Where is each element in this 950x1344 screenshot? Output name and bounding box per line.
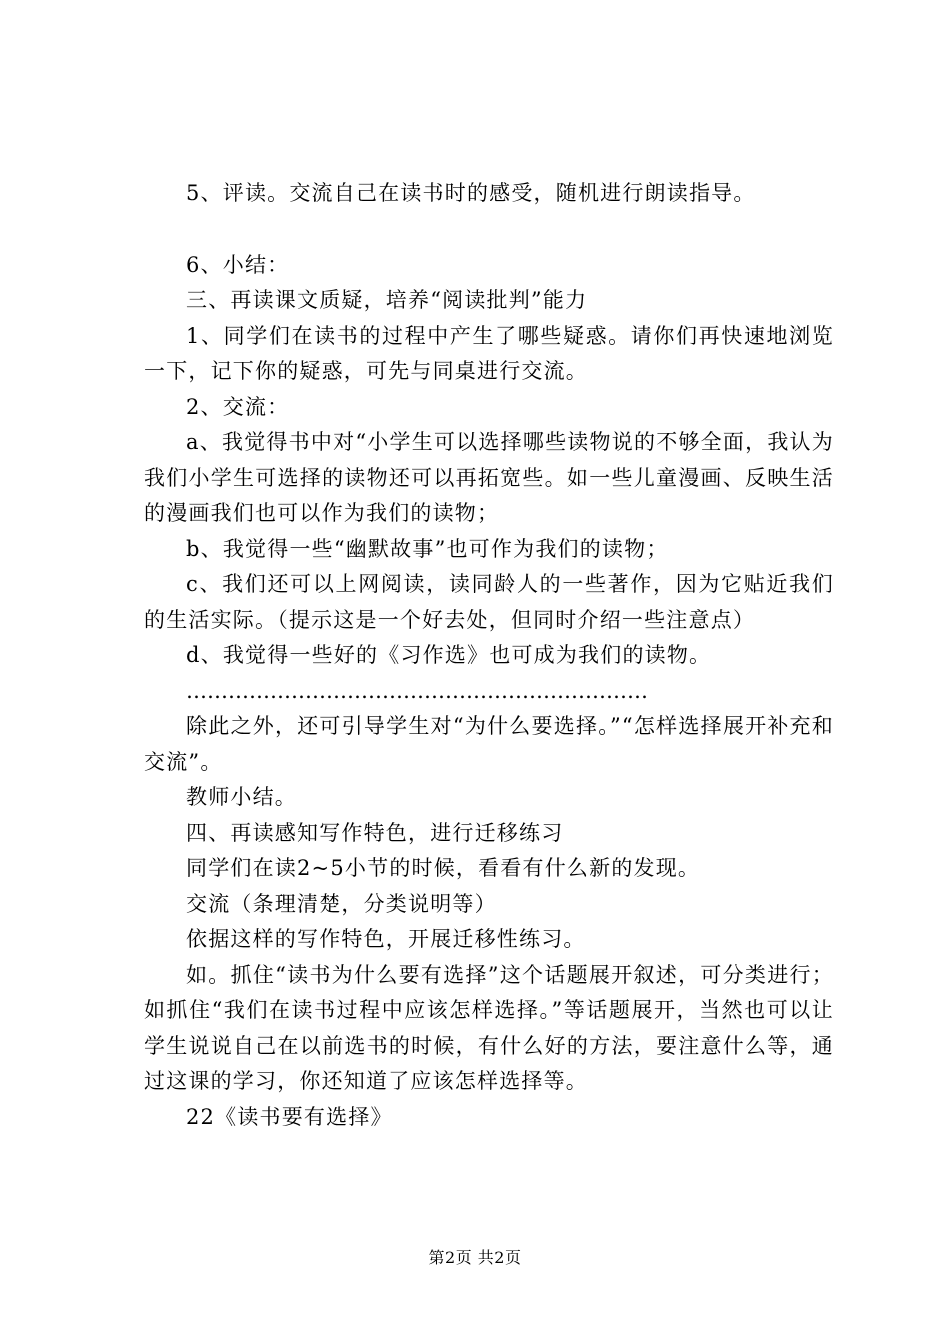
- paragraph-summary: 6、小结：: [186, 252, 290, 277]
- paragraph-practice: 依据这样的写作特色，开展迁移性练习。: [186, 927, 586, 951]
- paragraph-exchange: 2、交流：: [186, 394, 290, 419]
- paragraph-item-a: a、我觉得书中对“小学生可以选择哪些读物说的不够全面，我认为我们小学生可选择的读物还可以再拓宽些。如一些儿童漫画、反映生活的漫画我们也可以作为我们的读物；: [144, 430, 834, 525]
- paragraph-read-review: 5、评读。交流自己在读书时的感受，随机进行朗读指导。: [186, 181, 756, 205]
- paragraph-item-d: d、我觉得一些好的《习作选》也可成为我们的读物。: [186, 643, 712, 667]
- paragraph-teacher-summary: 教师小结。: [186, 785, 297, 809]
- section-heading-3: 三、再读课文质疑，培养“阅读批判”能力: [186, 288, 588, 312]
- paragraph-item-c: c、我们还可以上网阅读，读同龄人的一些著作，因为它贴近我们的生活实际。（提示这是一个好去处，但同时介绍一些注意点）: [144, 572, 834, 632]
- section-heading-4: 四、再读感知写作特色，进行迁移练习: [186, 820, 564, 845]
- ellipsis-line: …………………………………………………………: [186, 678, 648, 703]
- page-number-footer: 第2页 共2页: [428, 1248, 522, 1267]
- paragraph-exchange-2: 交流（条理清楚，分类说明等）: [186, 891, 497, 916]
- paragraph-lesson-title: 22《读书要有选择》: [186, 1104, 393, 1129]
- paragraph-discovery: 同学们在读2~5小节的时候，看看有什么新的发现。: [186, 856, 701, 880]
- paragraph-item-b: b、我觉得一些“幽默故事”也可作为我们的读物；: [186, 536, 669, 561]
- paragraph-doubts: 1、同学们在读书的过程中产生了哪些疑惑。请你们再快速地浏览一下，记下你的疑惑，可先与同桌进行交流。: [144, 323, 834, 383]
- paragraph-example: 如。抓住“读书为什么要有选择”这个话题展开叙述，可分类进行；如抓住“我们在读书过程中应该怎样选择。”等话题展开，当然也可以让学生说说自己在以前选书的时候，有什么好的方法，要注意什么等，通过这课的学习，你还知道了应该怎样选择等。: [144, 962, 834, 1093]
- document-body: [144, 176, 834, 1135]
- paragraph-besides: 除此之外，还可引导学生对“为什么要选择。”“怎样选择展开补充和交流”。: [144, 714, 834, 774]
